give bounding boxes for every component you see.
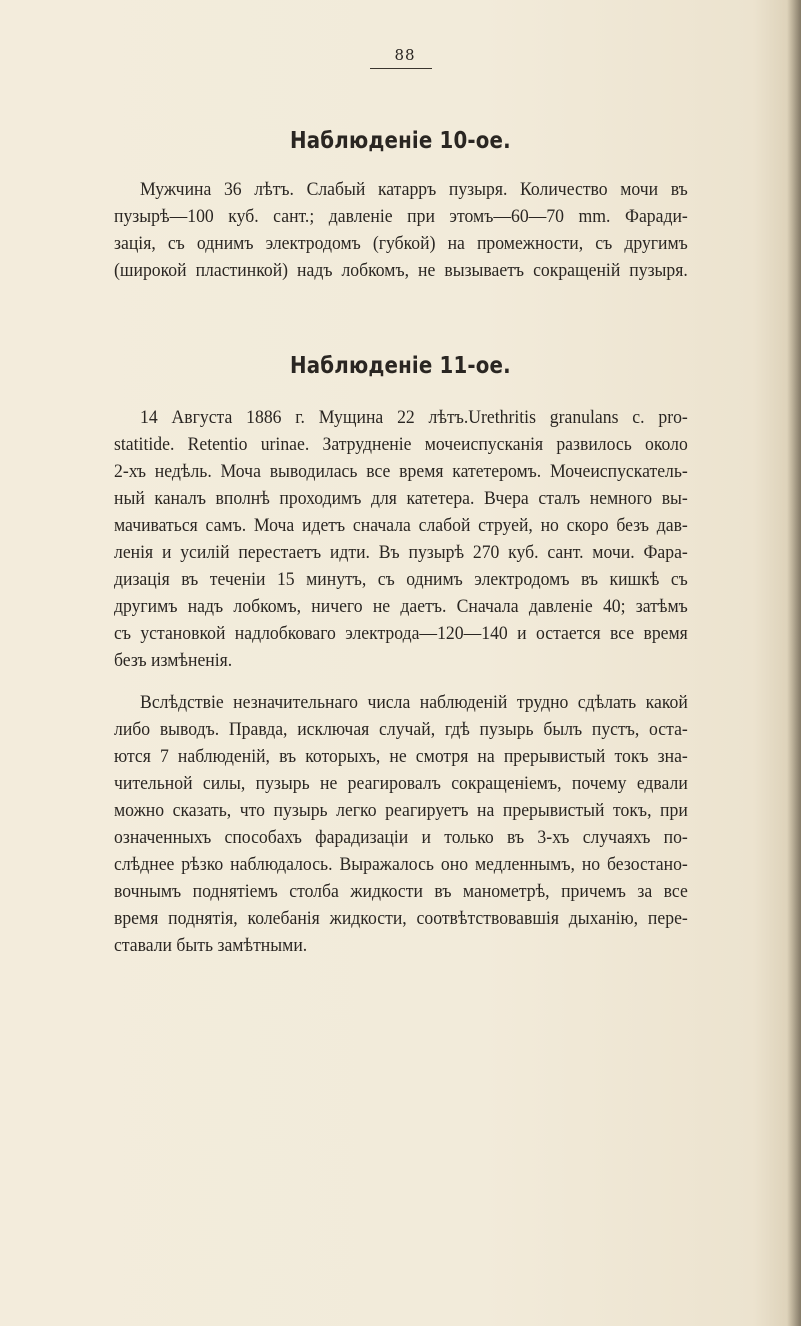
- text-line: ленія и усилій перестаетъ идти. Въ пузырѣ 270 куб. сант. мочи. Фара-: [114, 542, 688, 563]
- observation-11-heading: Наблюденіе 11-ое.: [290, 353, 511, 379]
- text-line: съ установкой надлобковаго электрода—120—140 и остается все время: [114, 623, 688, 644]
- text-line: дизація въ теченіи 15 минутъ, съ однимъ электродомъ въ кишкѣ съ: [114, 569, 688, 590]
- text-line: зація, съ однимъ электродомъ (губкой) на промежности, съ другимъ: [114, 233, 688, 254]
- page-edge-shadow: [787, 0, 801, 1326]
- text-line: мачиваться самъ. Моча идетъ сначала слабой струей, но скоро безъ дав-: [114, 515, 688, 536]
- conclusion-text: [114, 689, 688, 959]
- text-line: ются 7 наблюденій, въ которыхъ, не смотря на прерывистый токъ зна-: [114, 746, 688, 767]
- text-line: чительной силы, пузырь не реагировалъ сокращеніемъ, почему едвали: [114, 773, 688, 794]
- text-line: другимъ надъ лобкомъ, ничего не даетъ. Сначала давленіе 40; затѣмъ: [114, 596, 688, 617]
- text-line: означенныхъ способахъ фарадизаціи и только въ 3-хъ случаяхъ по-: [114, 827, 688, 848]
- observation-11-text: [114, 404, 688, 674]
- text-line: ставали быть замѣтными.: [114, 935, 308, 956]
- text-line: Мужчина 36 лѣтъ. Слабый катарръ пузыря. Количество мочи въ: [140, 179, 688, 200]
- text-line: время поднятія, колебанія жидкости, соотвѣтствовавшія дыханію, пере-: [114, 908, 688, 929]
- text-line: 2-хъ недѣль. Моча выводилась все время катетеромъ. Мочеиспускатель-: [114, 461, 688, 482]
- text-line: statitide. Retentio urinae. Затрудненіе мочеиспусканія развилось около: [114, 434, 688, 455]
- text-line: вочнымъ поднятіемъ столба жидкости въ манометрѣ, причемъ за все: [114, 881, 688, 902]
- page-number-rule: [370, 68, 432, 69]
- text-line: 14 Августа 1886 г. Мущина 22 лѣтъ.Urethritis granulans c. pro-: [140, 407, 688, 428]
- text-line: либо выводъ. Правда, исключая случай, гдѣ пузырь былъ пустъ, оста-: [114, 719, 688, 740]
- text-line: ный каналъ вполнѣ проходимъ для катетера. Вчера сталъ немного вы-: [114, 488, 688, 509]
- text-line: слѣднее рѣзко наблюдалось. Выражалось оно медленнымъ, но безостано-: [114, 854, 688, 875]
- text-line: безъ измѣненія.: [114, 650, 233, 671]
- observation-10-text: [114, 176, 688, 284]
- text-line: можно сказать, что пузырь легко реагируетъ на прерывистый токъ, при: [114, 800, 688, 821]
- text-line: Вслѣдствіе незначительнаго числа наблюденій трудно сдѣлать какой: [140, 692, 688, 713]
- page-number: 88: [394, 46, 416, 64]
- observation-10-heading: Наблюденіе 10-ое.: [290, 128, 511, 154]
- text-line: (широкой пластинкой) надъ лобкомъ, не вызываетъ сокращеній пузыря.: [114, 260, 688, 281]
- text-line: пузырѣ—100 куб. сант.; давленіе при этомъ—60—70 mm. Фаради-: [114, 206, 688, 227]
